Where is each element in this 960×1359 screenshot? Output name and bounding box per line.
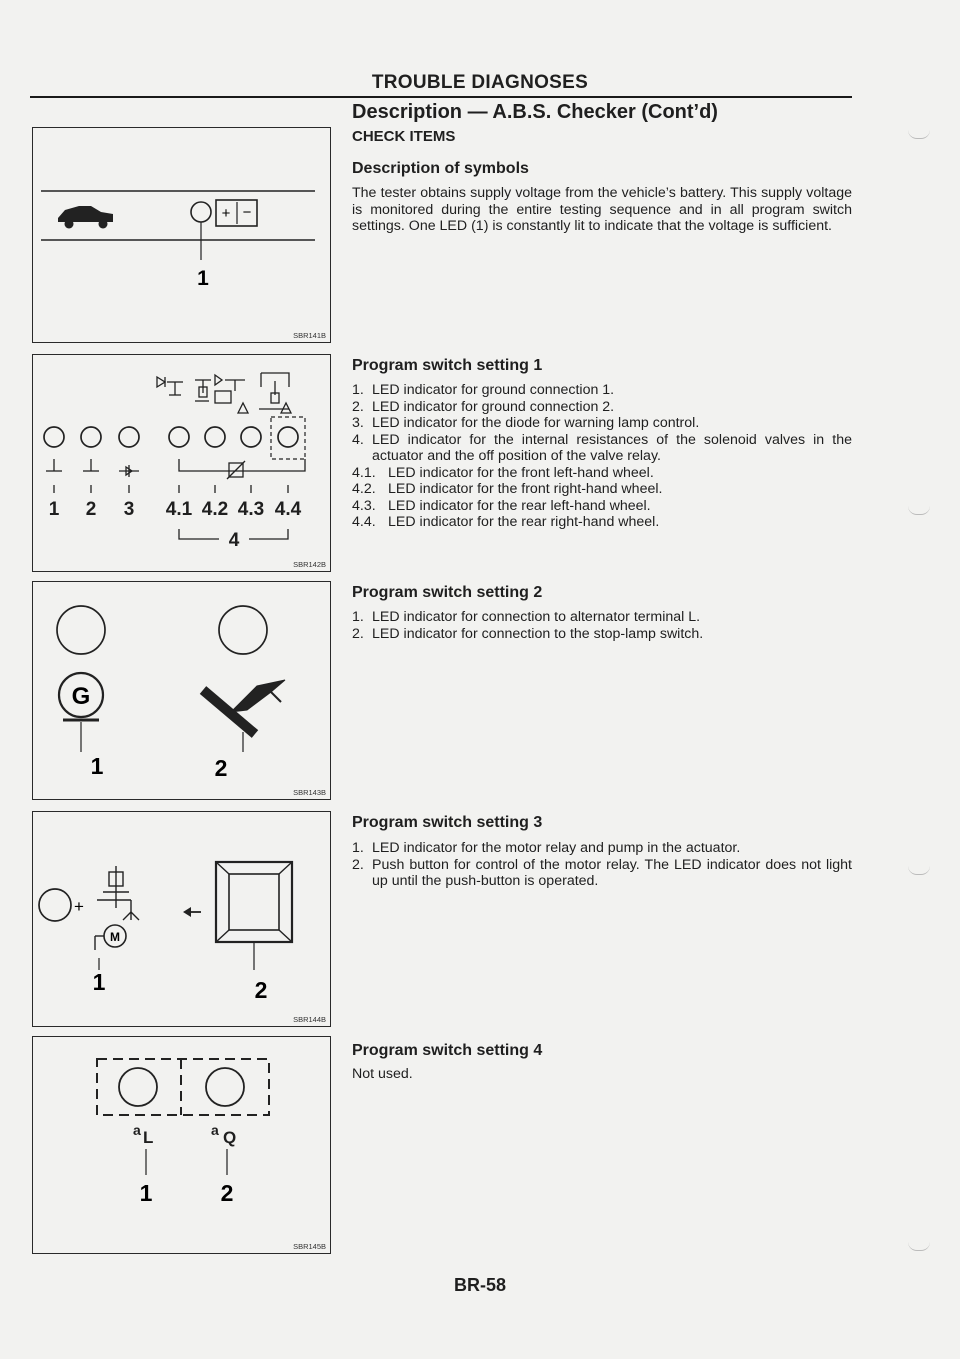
list-item: 1. LED indicator for ground connection 1. (352, 382, 615, 398)
led-indicator-icon (191, 202, 211, 222)
led-row (44, 427, 298, 447)
figure-code: SBR142B (293, 560, 326, 569)
list-item: 2. LED indicator for connection to the stop-lamp switch. (352, 625, 704, 642)
led-2-icon (81, 427, 101, 447)
fig1-minus: − (242, 204, 252, 221)
fig5-label-1: 1 (139, 1180, 153, 1206)
motor-icon (95, 925, 126, 950)
fig4-label-1: 1 (92, 969, 106, 995)
header-rule (30, 96, 852, 98)
fig5-q: Q (223, 1128, 237, 1147)
led-motor-relay-icon (39, 889, 71, 921)
led-3-icon (119, 427, 139, 447)
fig2-label-4-1: 4.1 (165, 499, 193, 520)
figure-setting-2 (32, 581, 331, 800)
list-item: 4.1. LED indicator for the front left-hand wheel. (352, 464, 654, 481)
fig1-plus: + (221, 205, 231, 222)
figure-setting-4 (32, 1036, 331, 1254)
fig2-label-4-4: 4.4 (274, 499, 302, 520)
fig2-label-4-3: 4.3 (237, 499, 265, 520)
led-4-1-icon (169, 427, 189, 447)
relay-icon (97, 866, 139, 920)
led-q-icon (206, 1068, 244, 1106)
fig2-label-1: 1 (48, 499, 60, 520)
list-item: 1. LED indicator for connection to alternator terminal L. (352, 609, 701, 625)
setting4-heading: Program switch setting 4 (352, 1042, 543, 1059)
setting1-list (352, 382, 852, 531)
svg-text:G: G (71, 683, 91, 710)
list-item: 4. LED indicator for the internal resistances of the solenoid valves in the actuator and the off position of the valve relay. (352, 431, 852, 464)
led-alternator-icon (57, 606, 105, 654)
fig4-plus: + (74, 897, 84, 916)
led-1-icon (44, 427, 64, 447)
fig2-label-3: 3 (123, 499, 135, 520)
alternator-icon (59, 673, 103, 720)
symbols-text: The tester obtains supply voltage from the vehicle’s battery. This supply voltage is monitored during the entire testing sequence and in all program switch settings. One LED (1) is constantly lit to indicate that the voltage is sufficient. (352, 185, 852, 234)
margin-mark (908, 130, 930, 139)
fig1-label-1: 1 (197, 267, 209, 290)
list-item: 1. LED indicator for the motor relay and pump in the actuator. (352, 840, 741, 856)
fig2-label-2: 2 (85, 499, 97, 520)
margin-mark (908, 1242, 930, 1251)
svg-text:M: M (110, 930, 120, 944)
header-title: TROUBLE DIAGNOSES (371, 72, 589, 93)
margin-mark (908, 866, 930, 875)
car-icon (58, 206, 113, 229)
setting3-heading: Program switch setting 3 (352, 814, 543, 831)
fig3-label-2: 2 (214, 755, 228, 781)
led-4-2-icon (205, 427, 225, 447)
figure-code: SBR144B (293, 1015, 326, 1024)
figure-code: SBR143B (293, 788, 326, 797)
led-l-icon (119, 1068, 157, 1106)
setting4-text: Not used. (352, 1066, 413, 1082)
figure-code: SBR141B (293, 331, 326, 340)
fig5-l: L (143, 1128, 154, 1147)
page-number: BR-58 (453, 1275, 506, 1295)
list-item: 4.3. LED indicator for the rear left-hand wheel. (352, 497, 651, 514)
list-item: 4.2. LED indicator for the front right-hand wheel. (352, 481, 663, 497)
list-item: 3. LED indicator for the diode for warning lamp control. (352, 415, 700, 431)
fig3-label-1: 1 (90, 753, 104, 779)
led-stoplamp-icon (219, 606, 267, 654)
figure-setting-3 (32, 811, 331, 1027)
fig4-label-2: 2 (254, 977, 268, 1003)
list-item: 2. LED indicator for ground connection 2. (352, 398, 615, 415)
fig5-a2: a (211, 1122, 219, 1138)
circuit-symbols (157, 373, 291, 413)
figure-code: SBR145B (293, 1242, 326, 1251)
push-button-icon (216, 862, 292, 942)
section-title: Description — A.B.S. Checker (Cont’d) (352, 101, 718, 123)
setting1-heading: Program switch setting 1 (352, 357, 543, 374)
fig2-label-4-2: 4.2 (201, 499, 229, 520)
figure-symbols (32, 127, 331, 343)
margin-mark (908, 506, 930, 515)
symbols-heading: Description of symbols (352, 160, 529, 177)
setting2-list (352, 609, 852, 642)
brake-pedal-icon (203, 680, 285, 734)
check-items-label: CHECK ITEMS (352, 128, 456, 145)
fig5-a1: a (133, 1122, 141, 1138)
setting3-list (352, 840, 852, 890)
setting2-heading: Program switch setting 2 (352, 584, 543, 601)
fig5-label-2: 2 (220, 1180, 234, 1206)
list-item: 2. Push button for control of the motor relay. The LED indicator does not light up until the push-button is operated. (352, 856, 852, 889)
led-4-4-icon (278, 427, 298, 447)
fig2-label-4: 4 (228, 530, 240, 551)
figure-setting-1 (32, 354, 331, 572)
list-item: 4.4. LED indicator for the rear right-hand wheel. (352, 514, 660, 530)
led-4-3-icon (241, 427, 261, 447)
